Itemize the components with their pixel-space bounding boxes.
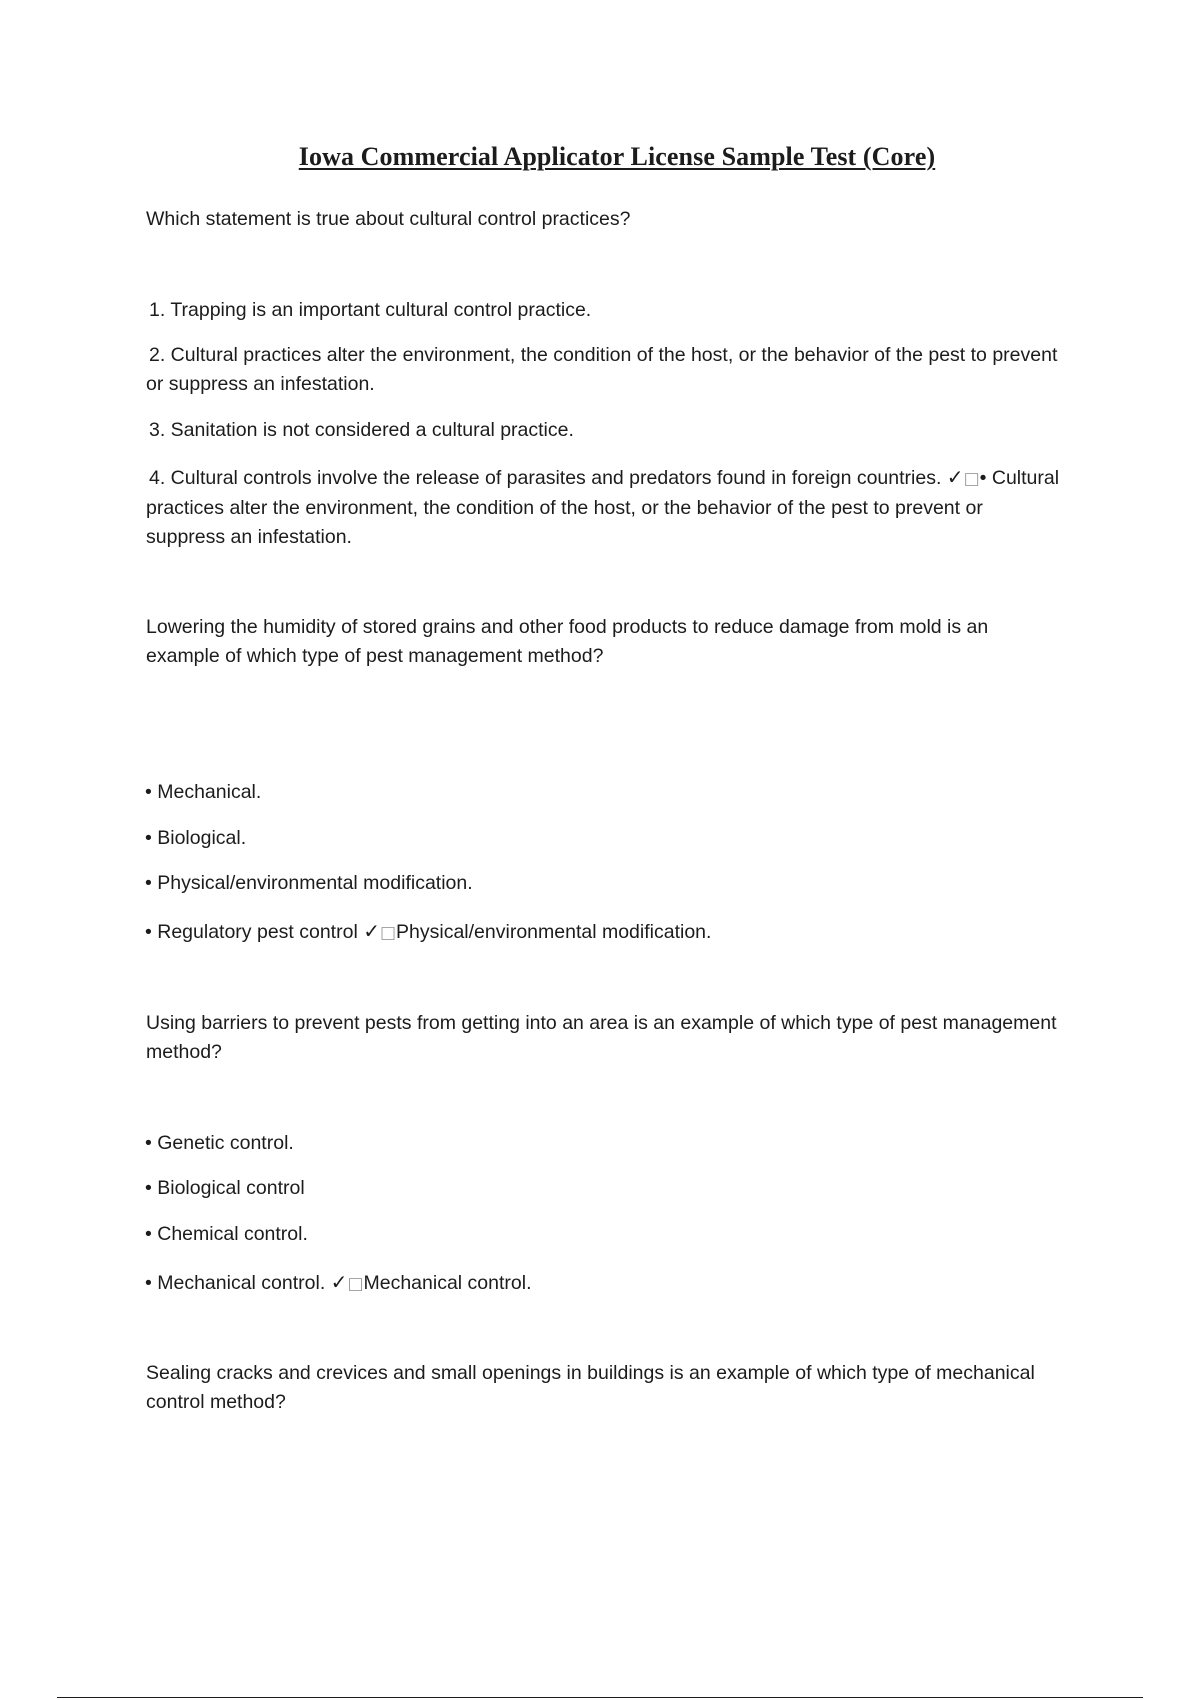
bullet-icon: • bbox=[145, 781, 152, 803]
empty-box-icon: □ bbox=[963, 469, 980, 489]
question-1-option-1: 1. Trapping is an important cultural control practice. bbox=[149, 299, 592, 321]
question-3-option-4 bbox=[145, 1268, 1065, 1299]
bullet-icon: • bbox=[145, 827, 152, 849]
document-title: Iowa Commercial Applicator License Sample Test (Core) bbox=[298, 142, 936, 171]
question-2-option-2 bbox=[145, 824, 1065, 853]
question-3-option-3 bbox=[145, 1220, 1065, 1249]
empty-box-icon: □ bbox=[347, 1274, 364, 1294]
bullet-icon: • bbox=[145, 921, 152, 943]
option-label: Regulatory pest control bbox=[157, 921, 358, 943]
question-2-text: Lowering the humidity of stored grains and other food products to reduce damage from mold is an example of which type of pest management method? bbox=[146, 616, 989, 667]
option-label: Mechanical. bbox=[157, 781, 262, 803]
question-4-text: Sealing cracks and crevices and small openings in buildings is an example of which type of mechanical control method? bbox=[146, 1362, 1035, 1413]
question-3-option-1 bbox=[145, 1129, 1065, 1158]
check-mark-icon: ✓ bbox=[330, 1270, 348, 1294]
bullet-icon: • bbox=[145, 872, 152, 894]
option-label: Genetic control. bbox=[157, 1132, 294, 1154]
bullet-icon: • bbox=[979, 467, 987, 489]
option-label: Mechanical control. bbox=[157, 1272, 326, 1294]
question-2-option-3 bbox=[145, 869, 1065, 898]
check-mark-icon: ✓ bbox=[946, 465, 964, 489]
empty-box-icon: □ bbox=[379, 923, 397, 943]
question-1-option-4 bbox=[146, 463, 1066, 552]
question-1-option-4-label: 4. Cultural controls involve the release of parasites and predators found in foreign countries. bbox=[149, 467, 942, 489]
bullet-icon: • bbox=[145, 1132, 152, 1154]
bullet-icon: • bbox=[145, 1223, 152, 1245]
question-2-option-4 bbox=[145, 917, 1065, 948]
question-3-answer: Mechanical control. bbox=[363, 1272, 532, 1294]
footer-divider bbox=[57, 1697, 1143, 1698]
bullet-icon: • bbox=[145, 1177, 152, 1199]
option-label: Physical/environmental modification. bbox=[157, 872, 473, 894]
bullet-icon: • bbox=[145, 1272, 152, 1294]
question-3-text: Using barriers to prevent pests from getting into an area is an example of which type of pest management method? bbox=[146, 1012, 1057, 1063]
option-label: Biological control bbox=[157, 1177, 305, 1199]
question-1-answer: Cultural practices alter the environment, the condition of the host, or the behavior of the pest to prevent or suppress an infestation. bbox=[146, 467, 1060, 548]
question-1-text: Which statement is true about cultural control practices? bbox=[146, 208, 631, 230]
question-2-option-1 bbox=[145, 778, 1065, 807]
question-1-option-2: 2. Cultural practices alter the environment, the condition of the host, or the behavior of the pest to prevent or suppress an infestation. bbox=[146, 344, 1058, 395]
question-3-option-2 bbox=[145, 1174, 1065, 1203]
option-label: Biological. bbox=[157, 827, 247, 849]
option-label: Chemical control. bbox=[157, 1223, 308, 1245]
question-1-option-3: 3. Sanitation is not considered a cultural practice. bbox=[149, 419, 574, 441]
check-mark-icon: ✓ bbox=[363, 919, 380, 943]
question-2-answer: Physical/environmental modification. bbox=[396, 921, 712, 943]
